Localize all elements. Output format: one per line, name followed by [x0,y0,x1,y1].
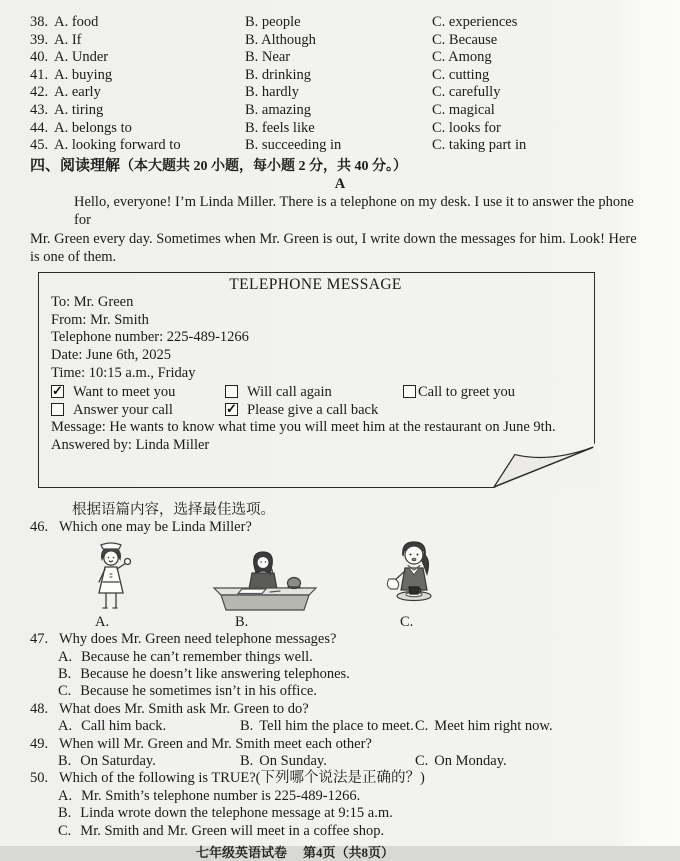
option-letter: B. [58,805,72,822]
question-number: 38. [30,14,49,30]
option-c: C. magical [432,101,495,118]
passage-label: A [334,175,346,192]
question-50-option-b [58,805,680,822]
option-a-text: A. buying [54,66,113,83]
option-a-text: A. looking forward to [54,137,181,154]
option-c: C. Among [432,49,492,66]
option-text: Call him back. [81,718,167,735]
option-row-44 [30,120,680,138]
option-letter: B. [58,665,72,682]
question-number: 45. [30,137,49,154]
checkbox-row-1 [51,383,580,401]
question-47-option-c [58,683,680,700]
image-option-c-label: C. [400,614,414,631]
checkbox-label: Answer your call [73,401,173,418]
option-row-40 [30,49,680,67]
checkbox-call-to-greet [403,383,580,401]
option-row-42 [30,84,680,102]
option-text: Because he sometimes isn’t in his office. [80,683,317,700]
checkbox-unchecked-icon [51,403,64,416]
question-46 [30,519,680,536]
question-number: 41. [30,66,49,83]
checkbox-label: Will call again [247,383,332,400]
message-date-field: Date: June 6th, 2025 [51,347,172,364]
section-title: 四、阅读理解 [30,157,121,174]
section-heading [30,157,680,176]
option-letter: C. [58,822,72,839]
option-text: Because he can’t remember things well. [81,648,313,665]
question-48-options [58,718,680,735]
option-a-text: A. Under [54,49,109,66]
page-curl-decoration [492,443,596,489]
option-text: Mr. Smith and Mr. Green will meet in a coffee shop. [80,822,385,839]
question-50-option-a [58,788,680,805]
question-47-option-b [58,666,680,683]
option-letter: C. [58,683,72,700]
checkbox-unchecked-icon [403,385,416,398]
option-b [240,718,415,735]
option-b: B. succeeding in [245,137,342,154]
option-b: B. drinking [245,66,312,83]
option-text: On Monday. [434,753,507,769]
option-letter: C. [415,718,429,735]
question-number: 39. [30,31,49,48]
cloze-options-grid [30,14,680,155]
message-from-field: From: Mr. Smith [51,311,149,328]
footer-page-number: 第4页（共8页） [303,845,395,861]
option-row-45 [30,137,680,155]
option-c [415,753,680,770]
option-text: Mr. Smith’s telephone number is 225-489-1266. [81,787,361,804]
option-text: On Saturday. [80,753,156,769]
option-text: Meet him right now. [434,718,553,735]
checkbox-checked-icon [225,403,238,416]
checkbox-answer-your-call [51,401,225,419]
checkbox-give-call-back [225,401,580,419]
option-a [30,120,245,138]
option-a [58,718,240,735]
question-48 [30,701,680,718]
checkbox-want-to-meet [51,383,225,401]
checkbox-will-call-again [225,383,403,401]
question-number: 49. [30,735,49,752]
option-letter: B. [240,718,254,735]
checkbox-label: Please give a call back [247,401,379,418]
question-number: 47. [30,631,49,648]
passage-line: is one of them. [30,249,117,266]
option-text: Tell him the place to meet. [259,718,414,735]
question-number: 43. [30,101,49,118]
question-number: 40. [30,49,49,66]
image-option-b-label: B. [235,614,249,631]
question-text: What does Mr. Smith ask Mr. Green to do? [59,700,309,717]
question-47-option-a [58,649,680,666]
option-c: C. looks for [432,119,501,136]
message-title: TELEPHONE MESSAGE [229,275,402,293]
option-a [30,67,245,85]
option-a-text: A. early [54,84,101,101]
option-a [30,32,245,50]
option-letter: B. [58,753,72,769]
question-number: 46. [30,518,49,535]
question-50-option-c [58,823,680,840]
option-a [30,14,245,32]
option-letter: A. [58,648,73,665]
message-phone-field: Telephone number: 225-489-1266 [51,329,249,346]
secretary-at-desk-illustration [208,548,323,612]
question-49-options [58,753,680,770]
option-letter: A. [58,787,73,804]
option-a-text: A. food [54,14,99,30]
section-score-note: （本大题共 20 小题，每小题 2 分，共 40 分。） [120,158,408,174]
option-b: B. amazing [245,101,312,118]
option-letter: B. [240,753,254,769]
message-body: Message: He wants to know what time you will meet him at the restaurant on June 9th. [51,418,556,435]
question-46-image-labels [0,614,680,631]
option-a [30,84,245,102]
question-50 [30,770,680,787]
checkbox-label: Call to greet you [418,383,516,400]
option-text: Because he doesn’t like answering telephones. [80,665,350,682]
option-a-text: A. If [54,31,82,48]
passage-line: Mr. Green every day. Sometimes when Mr. Green is out, I write down the messages for him. Look! Here [30,230,637,247]
question-text: When will Mr. Green and Mr. Smith meet each other? [59,735,372,752]
message-answered-by: Answered by: Linda Miller [51,436,210,453]
question-number: 50. [30,770,49,787]
option-c: C. cutting [432,66,490,83]
option-b: B. feels like [245,119,315,136]
waitress-with-coffee-illustration [378,538,450,614]
checkbox-unchecked-icon [225,385,238,398]
question-number: 42. [30,84,49,101]
passage-paragraph [30,193,654,267]
option-letter: A. [58,718,73,735]
reading-instruction: 根据语篇内容，选择最佳选项。 [72,501,275,518]
option-c: C. experiences [432,14,518,30]
option-a [30,49,245,67]
option-c [415,718,680,735]
question-text: Which of the following is TRUE?(下列哪个说法是正确的？) [59,770,425,787]
question-46-images [0,538,680,614]
message-to-field: To: Mr. Green [51,293,134,310]
option-a-text: A. tiring [54,101,104,118]
option-a [30,137,245,155]
nurse-illustration [80,541,142,613]
checkbox-label: Want to meet you [73,383,176,400]
option-b: B. hardly [245,84,299,101]
option-text: Linda wrote down the telephone message at 9:15 a.m. [80,805,393,822]
option-row-43 [30,102,680,120]
passage-line: Hello, everyone! I’m Linda Miller. There is a telephone on my desk. I use it to answer the phone for [74,193,634,229]
footer-exam-title: 七年级英语试卷 [195,845,287,861]
question-number: 48. [30,700,49,717]
page-footer [0,845,635,861]
question-number: 44. [30,119,49,136]
option-text: On Sunday. [259,753,327,769]
option-b: B. people [245,14,301,30]
question-text: Which one may be Linda Miller? [59,518,252,535]
image-option-a-label: A. [95,614,110,631]
telephone-message-box [38,272,595,488]
option-c: C. carefully [432,84,501,101]
option-row-39 [30,32,680,50]
option-letter: C. [415,753,429,769]
checkbox-row-2 [51,401,580,419]
option-c: C. taking part in [432,137,527,154]
option-b [240,753,415,770]
message-time-field: Time: 10:15 a.m., Friday [51,364,196,381]
option-row-38 [30,14,680,32]
option-a-text: A. belongs to [54,119,132,136]
checkbox-checked-icon [51,385,64,398]
option-c: C. Because [432,31,498,48]
option-row-41 [30,67,680,85]
option-a [30,102,245,120]
question-text: Why does Mr. Green need telephone messages? [59,631,337,648]
question-47 [30,631,680,648]
option-b: B. Near [245,49,291,66]
question-49 [30,736,680,753]
option-a [58,753,240,770]
option-b: B. Although [245,31,316,48]
